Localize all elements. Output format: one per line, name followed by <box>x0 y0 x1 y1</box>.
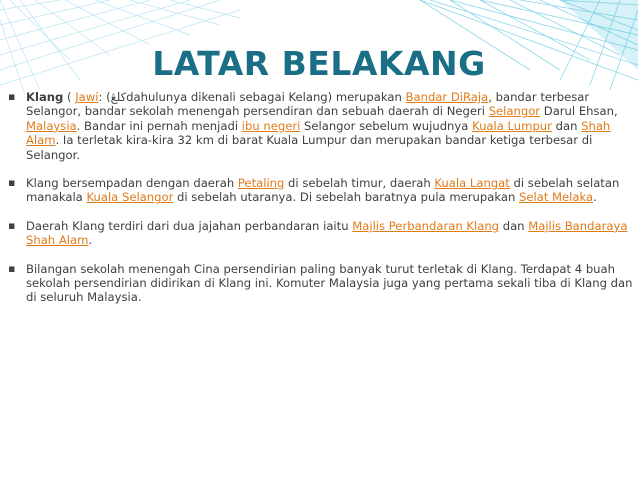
slide-title: LATAR BELAKANG <box>152 44 486 83</box>
bullet-text: di sebelah timur, daerah <box>284 176 435 191</box>
bullet-text: . Bandar ini pernah menjadi <box>76 118 242 133</box>
link-majlis-bandaraya-shah-alam[interactable]: Majlis Bandaraya Shah Alam <box>26 218 628 248</box>
link-kuala-langat[interactable]: Kuala Langat <box>434 176 510 191</box>
link-selangor[interactable]: Selangor <box>488 104 541 119</box>
link-petaling[interactable]: Petaling <box>237 176 285 191</box>
bullet-text: Daerah Klang terdiri dari dua jajahan perbandaran iaitu <box>26 218 353 233</box>
bullet-item <box>8 219 634 248</box>
bullet-text: ( <box>63 90 76 104</box>
bullet-text: dan <box>551 118 582 133</box>
link-shah-alam[interactable]: Shah Alam <box>26 118 611 148</box>
bullet-text: Klang bersempadan dengan daerah <box>26 176 238 191</box>
bullet-item <box>8 176 634 205</box>
bullet-text: . Ia terletak kira-kira 32 km di barat Kuala Lumpur dan merupakan bandar ketiga terbesar di Selangor. <box>26 133 593 162</box>
link-selat-melaka[interactable]: Selat Melaka <box>519 190 594 205</box>
bullet-item <box>8 262 634 305</box>
bullet-text: . <box>88 233 93 248</box>
bullet-text: di sebelah selatan manakala <box>26 176 620 205</box>
link-kuala-lumpur[interactable]: Kuala Lumpur <box>472 118 552 133</box>
bold-term: Klang <box>26 90 64 104</box>
link-ibu-negeri[interactable]: ibu negeri <box>241 118 301 133</box>
bullet-item <box>8 90 634 162</box>
bullet-text: Bilangan sekolah menengah Cina persendirian paling banyak turut terletak di Klang. Terdapat 4 buah sekolah persendirian didirikan di Klang ini. Komuter Malaysia juga yang pertama sekali tiba di Klang dan di seluruh Malaysia. <box>26 261 633 305</box>
link-majlis-perbandaran-klang[interactable]: Majlis Perbandaran Klang <box>352 218 500 233</box>
link-bandar-diraja[interactable]: Bandar DiRaja <box>405 90 489 104</box>
bullet-list <box>8 90 634 319</box>
bullet-text: dan <box>499 218 529 233</box>
link-malaysia[interactable]: Malaysia <box>26 118 77 133</box>
link-jawi[interactable]: Jawi <box>75 90 99 104</box>
bullet-text: Selangor sebelum wujudnya <box>300 118 473 133</box>
bullet-text: Darul Ehsan, <box>540 104 618 119</box>
bullet-text: di sebelah utaranya. Di sebelah baratnya pula merupakan <box>173 190 519 205</box>
link-kuala-selangor[interactable]: Kuala Selangor <box>86 190 174 205</box>
bullet-text: . <box>593 190 597 205</box>
bullet-text: : ‎(كلڠdahulunya dikenali sebagai Kelang) merupakan <box>98 90 406 104</box>
bullet-text: , bandar terbesar Selangor, bandar sekolah menengah persendiran dan sebuah daerah di Negeri <box>26 90 590 119</box>
